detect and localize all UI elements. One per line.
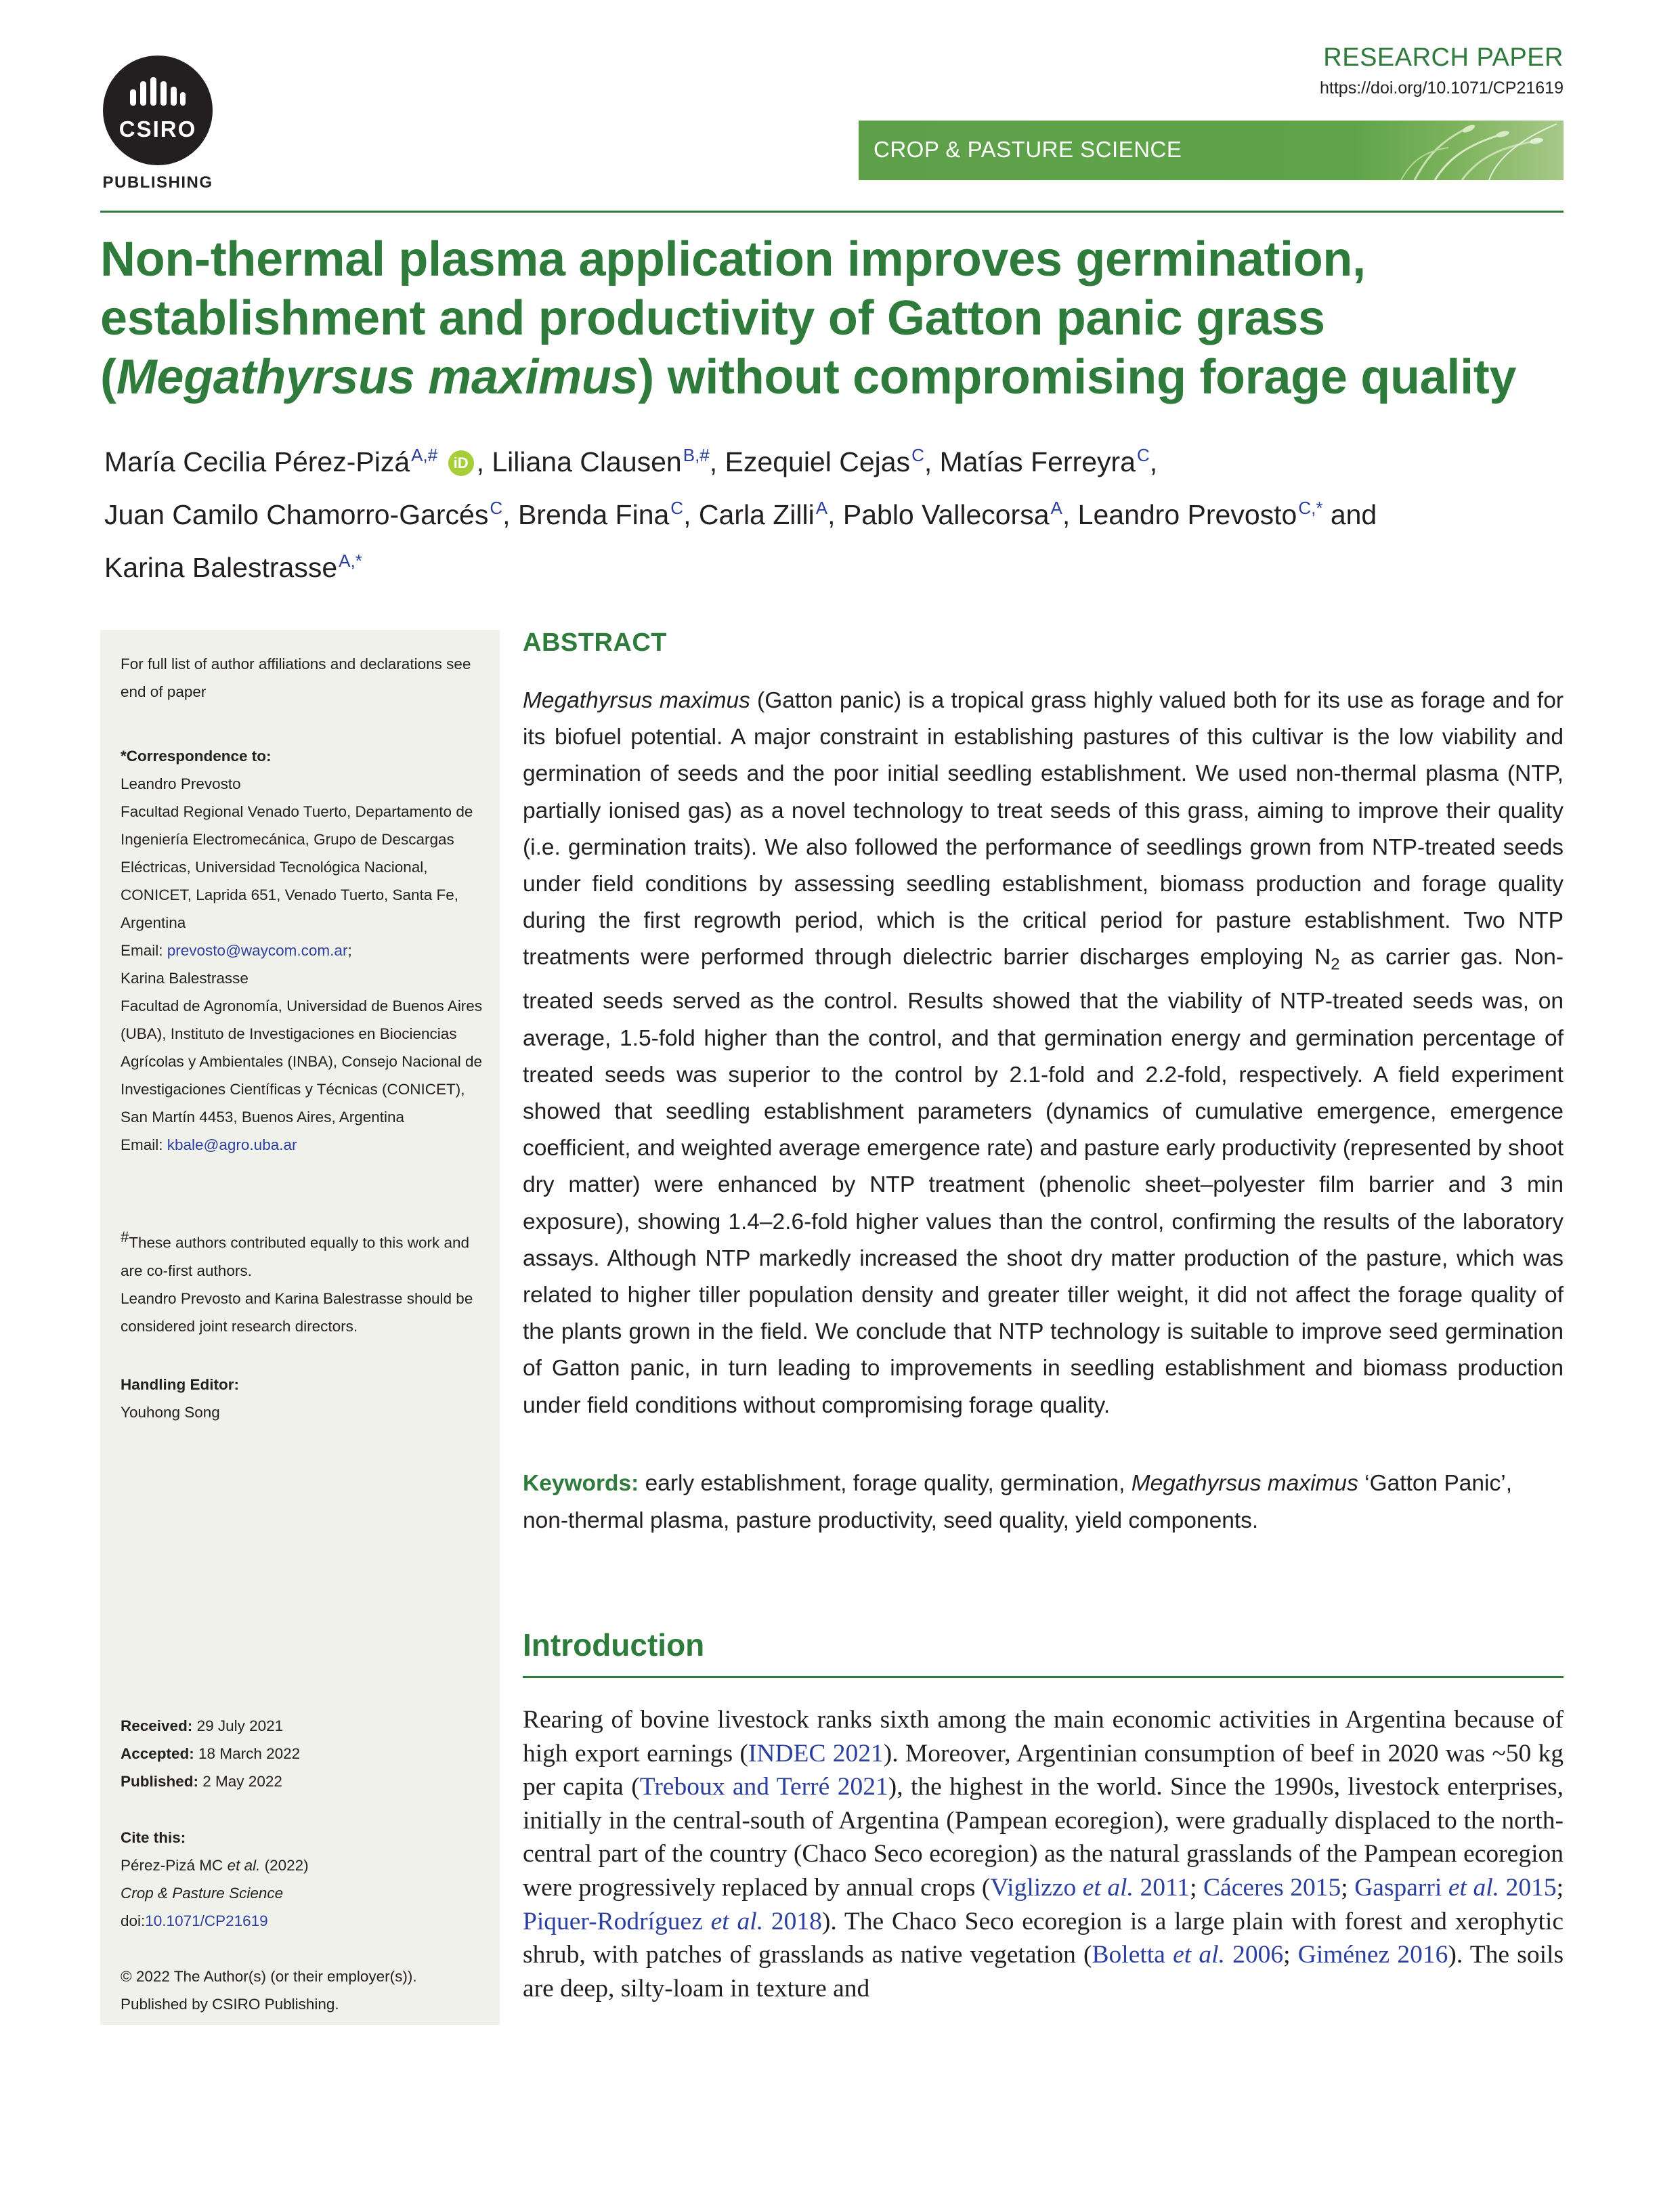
editor-name: Youhong Song [121, 1404, 220, 1421]
author[interactable]: Carla Zilli$^A$ [698, 498, 828, 530]
copyright-notice: © 2022 The Author(s) (or their employer(s)). Published by CSIRO Publishing. [121, 1968, 417, 2013]
logo-subtitle: PUBLISHING [102, 173, 213, 192]
correspondence-label: *Correspondence to: [121, 748, 272, 765]
affiliations-note: For full list of author affiliations and declarations see end of paper [121, 656, 471, 700]
article-dates: Received: 29 July 2021 Accepted: 18 March 2022 Published: 2 May 2022 [121, 1717, 301, 1790]
citation-link[interactable]: Cáceres 2015 [1203, 1873, 1341, 1902]
citation-link[interactable]: Piquer-Rodríguez et al. 2018 [523, 1907, 822, 1935]
introduction-text: Rearing of bovine livestock ranks sixth among the main economic activities in Argentina because of high export earnings (INDEC 2021). Moreover, Argentinian consumption of beef in 2020 was ~50 kg per capita (Treboux and Terré 2021), the highest in the world. Since the 1990s, livestock enterprises, initially in the central-south of Argentina (Pampean ecoregion), were gradually displaced to the north-central part of the country (Chaco Seco ecoregion) as the natural grasslands of the Pampean ecoregion were progressively replaced by annual crops (Viglizzo et al. 2011; Cáceres 2015; Gasparri et al. 2015; Piquer-Rodríguez et al. 2018). The Chaco Seco ecoregion is a large plain with forest and xerophytic shrub, with patches of grasslands as native vegetation (Boletta et al. 2006; Giménez 2016). The soils are deep, silty-loam in texture and [523, 1706, 1564, 2002]
citation-link[interactable]: Boletta et al. 2006 [1092, 1941, 1284, 1969]
abstract-species: Megathyrsus maximus [523, 688, 750, 713]
citation-link[interactable]: Treboux and Terré 2021 [639, 1773, 888, 1801]
author[interactable]: Ezequiel Cejas$^C$ [725, 445, 924, 477]
citation-link[interactable]: Viglizzo et al. 2011 [990, 1873, 1190, 1902]
author[interactable]: Leandro Prevosto$^{C,*}$ [1077, 498, 1323, 530]
received-date: 29 July 2021 [196, 1717, 284, 1734]
citation-link[interactable]: Gasparri et al. 2015 [1354, 1873, 1557, 1902]
citation-link[interactable]: INDEC 2021 [748, 1739, 884, 1767]
title-line-3: (Megathyrsus maximus) without compromising forage quality [100, 350, 1517, 404]
corr1-address: Facultad Regional Venado Tuerto, Departamento de Ingeniería Electromecánica, Grupo de Descargas Eléctricas, Universidad Tecnológica Nacional, CONICET, Laprida 651, Venado Tuerto, Santa Fe, Argentina [121, 803, 473, 931]
accepted-date: 18 March 2022 [198, 1745, 301, 1762]
handling-editor: Handling Editor: Youhong Song [121, 1376, 239, 1421]
corr1-email-link[interactable]: prevosto@waycom.com.ar [167, 942, 348, 959]
author[interactable]: Karina Balestrasse$^{A,*}$ [104, 551, 362, 583]
corr2-name: Karina Balestrasse [121, 970, 249, 987]
title-line-2: establishment and productivity of Gatton panic grass [100, 291, 1325, 345]
orcid-icon[interactable]: iD [448, 450, 474, 476]
csiro-publishing-logo [100, 56, 215, 192]
author[interactable]: María Cecilia Pérez-Pizá$^{A,\#}$ [104, 445, 438, 477]
abstract-heading: ABSTRACT [523, 628, 667, 657]
csiro-bars-icon [129, 77, 187, 108]
logo-wordmark: CSIRO [119, 116, 197, 142]
journal-banner [859, 121, 1564, 180]
introduction-divider [523, 1676, 1564, 1678]
citation-link[interactable]: Giménez 2016 [1297, 1941, 1448, 1969]
article-title [100, 230, 1564, 407]
doi-link[interactable]: https://doi.org/10.1071/CP21619 [1320, 79, 1564, 98]
header-divider [100, 211, 1564, 213]
cofirst-note: #These authors contributed equally to this work and are co-first authors. Leandro Prevosto and Karina Balestrasse should be considered joint research directors. [121, 1228, 473, 1335]
paper-type-label: RESEARCH PAPER [1323, 43, 1564, 72]
citation-block: Cite this: Pérez-Pizá MC et al. (2022) Crop & Pasture Science doi:10.1071/CP21619 [121, 1829, 309, 1929]
author-list: María Cecilia Pérez-Pizá$^{A,\#}$ iD , Liliana Clausen$^{B,\#}$, Ezequiel Cejas$^C$, Matías Ferreyra$^C$, Juan Camilo Chamorro-Garcés$^C$, Brenda Fina$^C$, Carla Zilli$^A$, Pablo Vallecorsa$^A$, Leandro Prevosto$^{C,*}$ and Karina Balestrasse$^{A,*}$ [104, 445, 1377, 583]
corr2-email-link[interactable]: kbale@agro.uba.ar [167, 1136, 297, 1153]
author[interactable]: Juan Camilo Chamorro-Garcés$^C$ [104, 498, 503, 530]
keywords-label: Keywords: [523, 1471, 639, 1496]
article-info-sidebar [100, 630, 500, 2025]
joint-directors-note: Leandro Prevosto and Karina Balestrasse should be considered joint research directors. [121, 1289, 473, 1335]
cite-journal: Crop & Pasture Science [121, 1885, 284, 1902]
corr2-address: Facultad de Agronomía, Universidad de Buenos Aires (UBA), Instituto de Investigaciones en Biociencias Agrícolas y Ambientales (INBA), Consejo Nacional de Investigaciones Científicas y Técnicas (CONICET), San Martín 4453, Buenos Aires, Argentina [121, 998, 483, 1126]
author[interactable]: Liliana Clausen$^{B,\#}$ [492, 445, 710, 477]
introduction-heading: Introduction [523, 1627, 705, 1663]
title-species: Megathyrsus maximus [116, 350, 639, 404]
published-date: 2 May 2022 [202, 1773, 282, 1790]
keywords: Keywords: early establishment, forage quality, germination, Megathyrsus maximus ‘Gatton Panic’, non-thermal plasma, pasture productivity, seed quality, yield components. [523, 1471, 1512, 1533]
abstract-text: Megathyrsus maximus (Gatton panic) is a tropical grass highly valued both for its use as forage and for its biofuel potential. A major constraint in establishing pastures of this cultivar is the low viability and germination of seeds and the poor initial seedling establishment. We used non-thermal plasma (NTP, partially ionised gas) as a novel technology to treat seeds of this grass, aiming to improve their quality (i.e. germination traits). We also followed the performance of seedlings grown from NTP-treated seeds under field conditions by assessing seedling establishment, biomass production and forage quality during the first regrowth period, which is the critical period for pasture establishment. Two NTP treatments were performed through dielectric barrier discharges employing $N_2$ as carrier gas. Non-treated seeds served as the control. Results showed that the viability of NTP-treated seeds was, on average, 1.5-fold higher than the control, and that germination energy and germination percentage of treated seeds was superior to the control by 2.1-fold and 2.2-fold, respectively. A field experiment showed that seedling establishment parameters (dynamics of cumulative emergence, emergence coefficient, and weighted average emergence rate) and pasture early productivity (represented by shoot dry matter) were enhanced by NTP treatment (phenolic sheet–polyester film barrier and 3 min exposure), showing 1.4–2.6-fold higher values than the control, confirming the results of the laboratory assays. Although NTP markedly increased the shoot dry matter production of the pasture, which was related to higher tiller population density and greater tiller weight, it did not affect the forage quality of the plants grown in the field. We conclude that NTP technology is suitable to improve seed germination of Gatton panic, in turn leading to improvements in seedling establishment and biomass production under field conditions without compromising forage quality. [523, 688, 1564, 1418]
csiro-logo-mark [103, 56, 213, 165]
correspondence-block: *Correspondence to: Leandro Prevosto Facultad Regional Venado Tuerto, Departamento de Ingeniería Electromecánica, Grupo de Descargas Eléctricas, Universidad Tecnológica Nacional, CONICET, Laprida 651, Venado Tuerto, Santa Fe, Argentina Email: prevosto@waycom.com.ar; Karina Balestrasse Facultad de Agronomía, Universidad de Buenos Aires (UBA), Instituto de Investigaciones en Biociencias Agrícolas y Ambientales (INBA), Consejo Nacional de Investigaciones Científicas y Técnicas (CONICET), San Martín 4453, Buenos Aires, Argentina Email: kbale@agro.uba.ar [121, 748, 483, 1153]
grass-decoration-icon [1387, 121, 1564, 180]
corr1-name: Leandro Prevosto [121, 775, 241, 792]
author[interactable]: Pablo Vallecorsa$^A$ [842, 498, 1062, 530]
cite-doi-link[interactable]: 10.1071/CP21619 [145, 1912, 268, 1929]
author[interactable]: Brenda Fina$^C$ [517, 498, 684, 530]
journal-name: CROP & PASTURE SCIENCE [874, 137, 1182, 162]
title-line-1: Non-thermal plasma application improves germination, [100, 232, 1366, 286]
author[interactable]: Matías Ferreyra$^C$ [939, 445, 1150, 477]
